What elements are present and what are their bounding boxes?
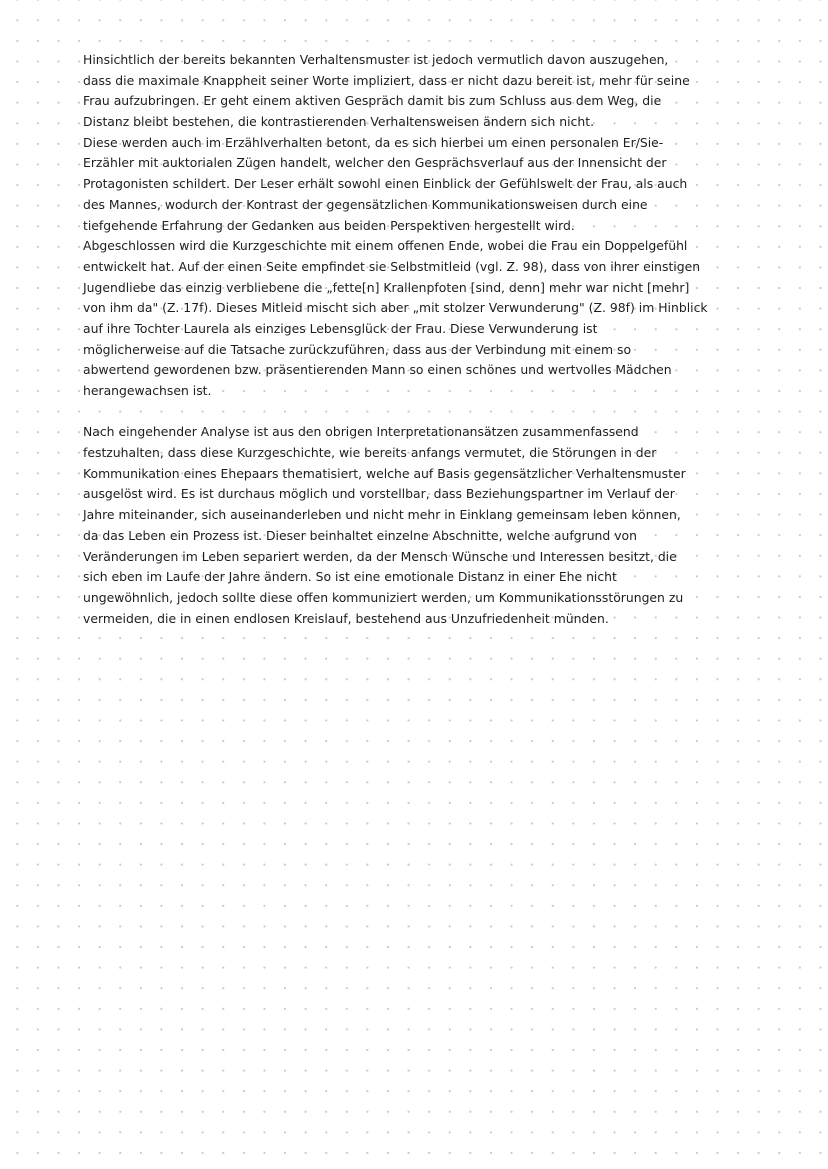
text-line: festzuhalten, dass diese Kurzgeschichte, wie bereits anfangs vermutet, die Störungen in der (83, 445, 657, 461)
text-line: sich eben im Laufe der Jahre ändern. So ist eine emotionale Distanz in einer Ehe nicht (83, 569, 617, 585)
text-line: auf ihre Tochter Laurela als einziges Lebensglück der Frau. Diese Verwunderung ist (83, 320, 598, 336)
text-line: möglicherweise auf die Tatsache zurückzuführen, dass aus der Verbindung mit einem so (83, 341, 632, 357)
paragraph-1 (83, 50, 743, 402)
text-line: Erzähler mit auktorialen Zügen handelt, welcher den Gesprächsverlauf aus der Innensicht der (83, 155, 667, 171)
text-line: des Mannes, wodurch der Kontrast der gegensätzlichen Kommunikationsweisen durch eine (83, 196, 648, 212)
text-line: Protagonisten schildert. Der Leser erhält sowohl einen Einblick der Gefühlswelt der Frau, als auch (83, 176, 688, 192)
text-line: entwickelt hat. Auf der einen Seite empfindet sie Selbstmitleid (vgl. Z. 98), dass von ihrer einstigen (83, 258, 701, 274)
text-line: Diese werden auch im Erzählverhalten betont, da es sich hierbei um einen personalen Er/Sie- (83, 134, 664, 150)
text-line: Nach eingehender Analyse ist aus den obrigen Interpretationansätzen zusammenfassend (83, 424, 639, 440)
paragraph-spacer (83, 402, 743, 423)
text-line: von ihm da" (Z. 17f). Dieses Mitleid mischt sich aber „mit stolzer Verwunderung" (Z. 98f) im Hinblick (83, 300, 708, 316)
text-line: Distanz bleibt bestehen, die kontrastierenden Verhaltensweisen ändern sich nicht. (83, 114, 595, 130)
text-line: Hinsichtlich der bereits bekannten Verhaltensmuster ist jedoch vermutlich davon auszugehen, (83, 52, 669, 67)
text-line: Kommunikation eines Ehepaars thematisiert, welche auf Basis gegensätzlicher Verhaltensmuster (83, 465, 686, 481)
text-line: Jugendliebe das einzig verbliebene die „fette[n] Krallenpfoten [sind, denn] mehr war nicht [mehr] (83, 279, 690, 295)
text-line: Abgeschlossen wird die Kurzgeschichte mit einem offenen Ende, wobei die Frau ein Doppelgefühl (83, 238, 688, 254)
text-line: Frau aufzubringen. Er geht einem aktiven Gespräch damit bis zum Schluss aus dem Weg, die (83, 93, 662, 109)
paragraph-2 (83, 422, 743, 629)
text-line: tiefgehende Erfahrung der Gedanken aus beiden Perspektiven hergestellt wird. (83, 217, 575, 233)
text-line: da das Leben ein Prozess ist. Dieser beinhaltet einzelne Abschnitte, welche aufgrund von (83, 527, 637, 543)
text-line: abwertend gewordenen bzw. präsentierenden Mann so einen schönes und wertvolles Mädchen (83, 362, 672, 378)
text-line: herangewachsen ist. (83, 383, 212, 398)
text-line: dass die maximale Knappheit seiner Worte impliziert, dass er nicht dazu bereit ist, mehr für seine (83, 72, 690, 88)
text-line: vermeiden, die in einen endlosen Kreislauf, bestehend aus Unzufriedenheit münden. (83, 610, 609, 626)
essay-text (83, 50, 743, 629)
text-line: ausgelöst wird. Es ist durchaus möglich und vorstellbar, dass Beziehungspartner im Verlauf der (83, 486, 675, 502)
text-line: Veränderungen im Leben separiert werden, da der Mensch Wünsche und Interessen besitzt, die (83, 548, 677, 564)
text-line: ungewöhnlich, jedoch sollte diese offen kommuniziert werden, um Kommunikationsstörungen zu (83, 589, 684, 605)
text-line: Jahre miteinander, sich auseinanderleben und nicht mehr in Einklang gemeinsam leben können, (83, 507, 681, 523)
